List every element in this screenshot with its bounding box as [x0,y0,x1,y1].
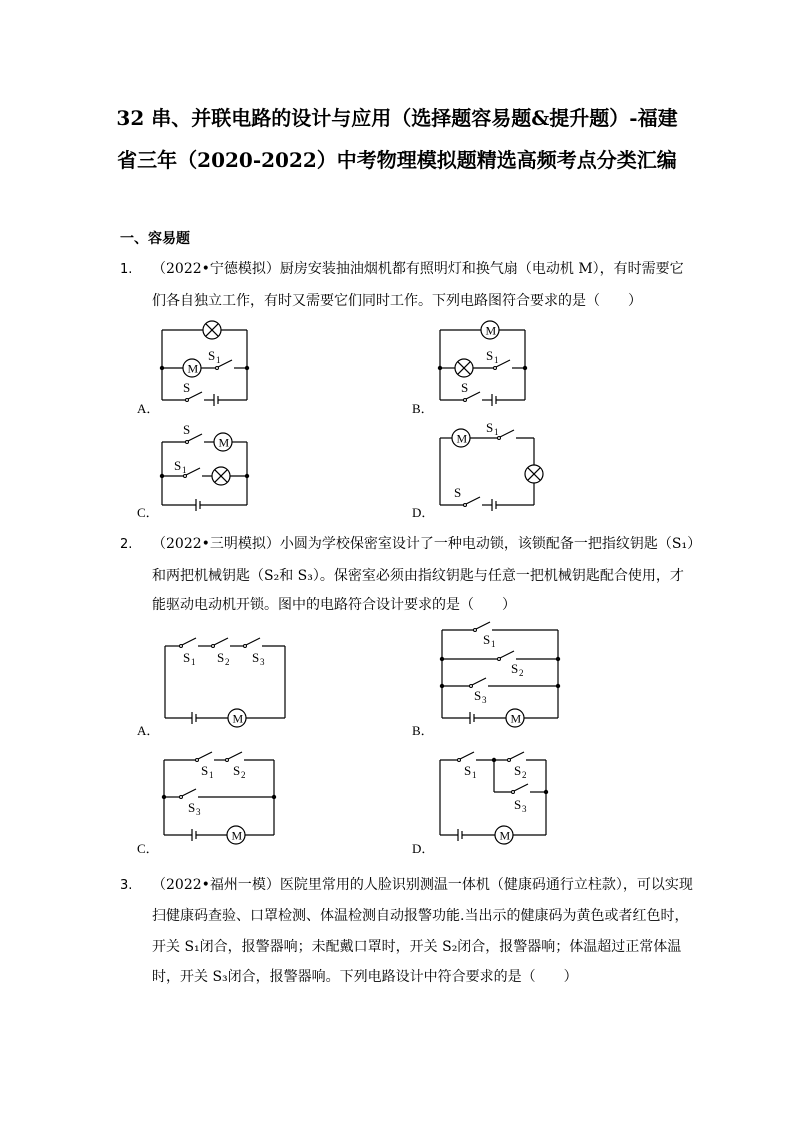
svg-text:S: S [183,650,191,665]
svg-text:1: 1 [191,657,196,667]
q2-option-a-label[interactable]: A． [137,723,160,738]
svg-text:2: 2 [519,668,524,678]
svg-text:1: 1 [494,427,499,437]
svg-text:M: M [187,361,199,376]
question-2-line-3: 能驱动电动机开锁。图中的电路符合设计要求的是（ ） [152,597,516,613]
question-3-line-2: 扫健康码查验、口罩检测、体温检测自动报警功能.当出示的健康码为黄色或者红色时， [152,908,689,924]
svg-text:S: S [486,420,494,435]
document-title-line-1: 32 串、并联电路的设计与应用（选择题容易题&提升题）-福建 [116,106,678,130]
q1-option-b-circuit [428,315,538,410]
question-3-line-3: 开关 S₁闭合，报警器响；未配戴口罩时，开关 S₂闭合，报警器响；体温超过正常体温 [152,939,682,955]
svg-text:S: S [208,348,216,363]
q2-option-b-label[interactable]: B． [412,723,434,738]
svg-text:3: 3 [482,695,487,705]
svg-text:M: M [456,431,468,446]
svg-text:S: S [454,485,462,500]
q1-option-a-label[interactable]: A． [137,401,160,416]
svg-text:S: S [514,797,522,812]
svg-text:S: S [483,632,491,647]
q2-option-c-circuit [150,750,290,850]
svg-text:1: 1 [216,355,221,365]
question-2-line-2: 和两把机械钥匙（S₂和 S₃）。保密室必须由指纹钥匙与任意一把机械钥匙配合使用，才 [152,568,684,584]
svg-text:M: M [218,435,230,450]
svg-text:S: S [514,763,522,778]
question-1-line-1: （2022•宁德模拟）厨房安装抽油烟机都有照明灯和换气扇（电动机 M），有时需要它 [152,261,684,277]
svg-text:S: S [174,458,182,473]
svg-text:3: 3 [196,807,201,817]
q2-option-c-label[interactable]: C． [137,841,159,856]
q2-option-b-circuit [428,620,573,730]
document-title-line-2: 省三年（2020-2022）中考物理模拟题精选高频考点分类汇编 [117,148,677,172]
q1-option-b-label[interactable]: B． [412,401,434,416]
svg-text:S: S [183,422,191,437]
svg-text:2: 2 [241,770,246,780]
question-3-line-4: 时，开关 S₃闭合，报警器响。下列电路设计中符合要求的是（ ） [152,969,578,985]
svg-text:S: S [188,800,196,815]
q1-option-d-circuit [428,420,553,515]
question-1-number: 1. [120,262,133,277]
svg-text:S: S [474,688,482,703]
svg-text:M: M [499,828,511,843]
svg-text:3: 3 [260,657,265,667]
svg-text:S: S [486,348,494,363]
q1-option-d-label[interactable]: D． [412,505,435,520]
svg-text:S: S [511,661,519,676]
svg-text:S: S [233,763,241,778]
svg-text:S: S [217,650,225,665]
q2-option-d-circuit [428,750,568,850]
q1-option-c-label[interactable]: C． [137,505,159,520]
svg-text:M: M [485,323,497,338]
q1-option-a-circuit [150,315,260,410]
section-heading: 一、容易题 [120,231,190,247]
svg-text:M: M [232,711,244,726]
svg-text:S: S [252,650,260,665]
svg-text:M: M [231,828,243,843]
svg-text:1: 1 [494,355,499,365]
svg-text:3: 3 [522,804,527,814]
q2-option-d-label[interactable]: D． [412,841,435,856]
svg-text:1: 1 [472,770,477,780]
svg-text:S: S [464,763,472,778]
question-3-number: 3. [120,878,133,893]
question-3-line-1: （2022•福州一模）医院里常用的人脸识别测温一体机（健康码通行立柱款），可以实现 [152,877,693,893]
question-1-line-2: 们各自独立工作，有时又需要它们同时工作。下列电路图符合要求的是（ ） [152,293,642,309]
svg-text:M: M [510,711,522,726]
svg-text:1: 1 [182,465,187,475]
svg-text:2: 2 [522,770,527,780]
svg-text:S: S [183,380,191,395]
svg-text:1: 1 [209,770,214,780]
svg-text:S: S [461,380,469,395]
q1-option-c-circuit [150,420,260,515]
svg-text:1: 1 [491,639,496,649]
question-2-line-1: （2022•三明模拟）小圆为学校保密室设计了一种电动锁，该锁配备一把指纹钥匙（S₁） [152,536,702,552]
question-2-number: 2. [120,537,133,552]
svg-text:S: S [201,763,209,778]
svg-text:2: 2 [225,657,230,667]
q2-option-a-circuit [150,630,295,730]
